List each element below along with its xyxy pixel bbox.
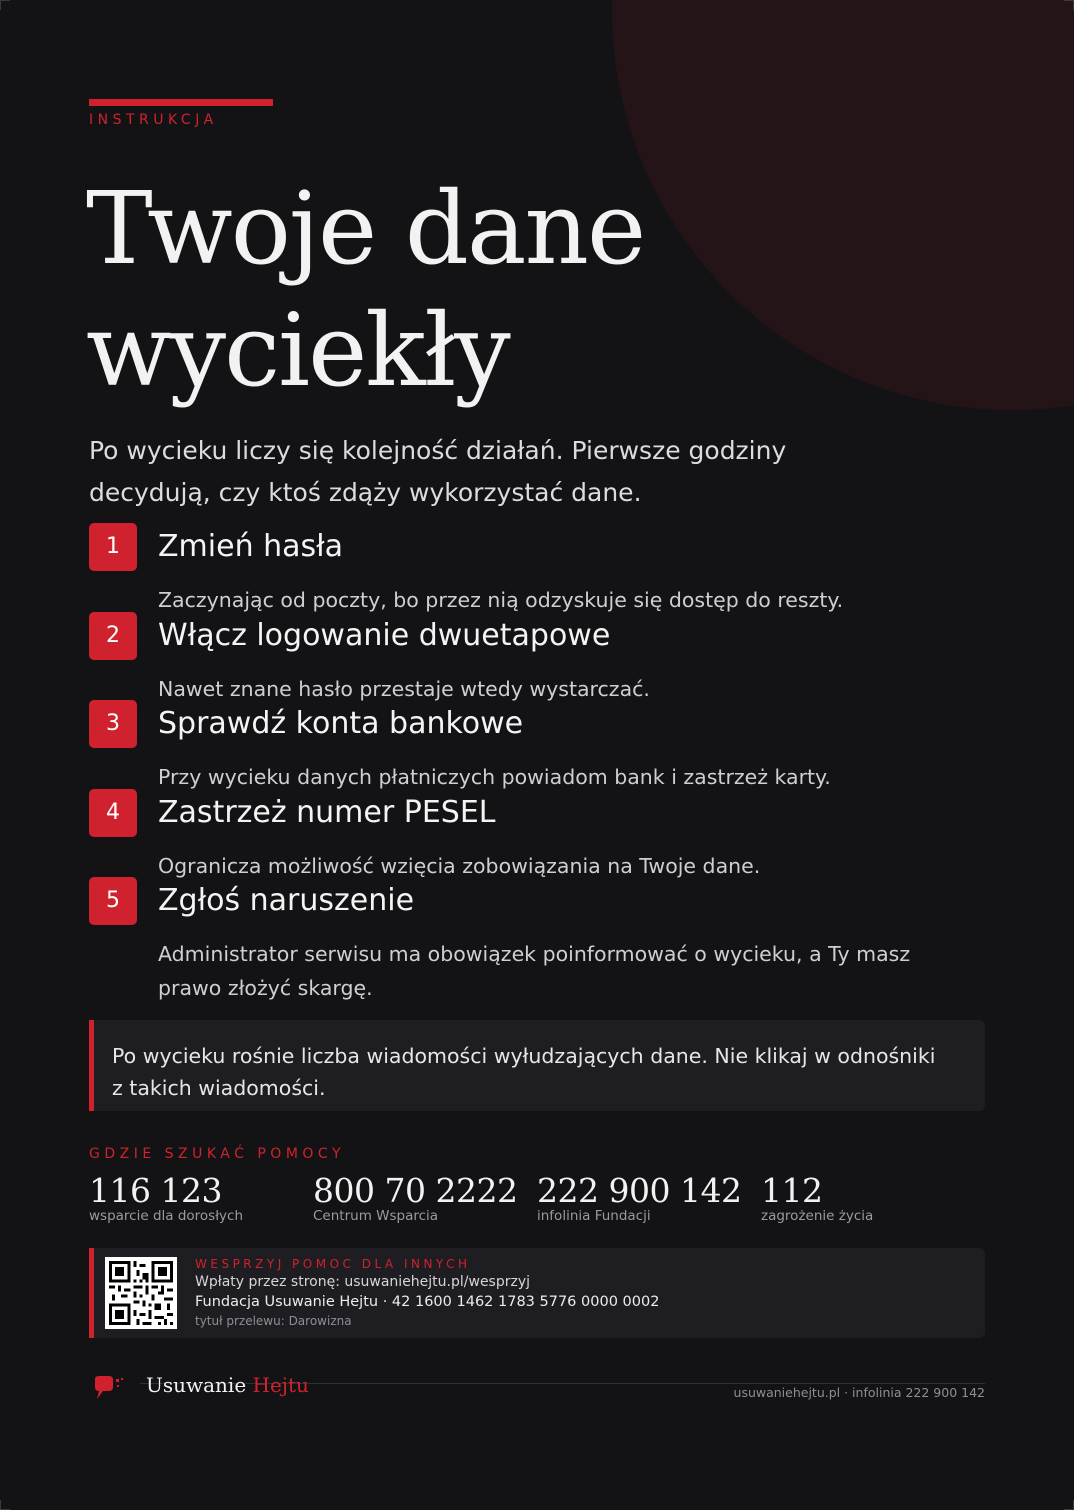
step-number-badge: 5	[89, 877, 137, 925]
title-line-1: Twoje dane	[86, 170, 645, 287]
decorative-circle	[612, 0, 1074, 410]
step-description: Nawet znane hasło przestaje wtedy wystarczać.	[158, 677, 650, 701]
step-description: Zaczynając od poczty, bo przez nią odzyskuje się dostęp do reszty.	[158, 588, 844, 612]
qr-code-icon[interactable]	[105, 1257, 177, 1329]
page-title	[86, 168, 644, 412]
footer-contact: usuwaniehejtu.pl · infolinia 222 900 142	[733, 1385, 985, 1400]
step-title: Zmień hasła	[158, 529, 344, 564]
step-description: Przy wycieku danych płatniczych powiadom bank i zastrzeż karty.	[158, 765, 831, 789]
phone-entry	[89, 1170, 309, 1224]
phone-caption: Centrum Wsparcia	[313, 1208, 439, 1224]
phone-entry	[537, 1170, 757, 1224]
brand-logo	[146, 1373, 309, 1397]
phone-caption: zagrożenie życia	[761, 1208, 874, 1224]
phone-caption: infolinia Fundacji	[537, 1208, 651, 1224]
step-number-badge: 1	[89, 523, 137, 571]
support-label: WESPRZYJ POMOC DLA INNYCH	[195, 1257, 471, 1271]
warning-text: Po wycieku rośnie liczba wiadomości wyłudzających dane. Nie klikaj w odnośniki z takich wiadomości.	[112, 1044, 936, 1100]
step-description: Ogranicza możliwość wzięcia zobowiązania na Twoje dane.	[158, 854, 761, 878]
step-number-badge: 2	[89, 612, 137, 660]
phone-entry	[313, 1170, 533, 1224]
crop-mark	[1064, 0, 1074, 10]
crop-mark	[0, 0, 10, 10]
phone-number: 222 900 142	[537, 1171, 742, 1210]
eyebrow-bar	[89, 99, 273, 106]
step-title: Zgłoś naruszenie	[158, 883, 415, 918]
phone-caption: wsparcie dla dorosłych	[89, 1208, 244, 1224]
brand-word-1: Usuwanie	[146, 1373, 247, 1397]
lead-paragraph: Po wycieku liczy się kolejność działań. Pierwsze godziny decydują, czy ktoś zdąży wykorzystać dane.	[89, 436, 787, 507]
step-number-badge: 4	[89, 789, 137, 837]
step-title: Sprawdź konta bankowe	[158, 706, 524, 741]
support-panel	[89, 1248, 985, 1338]
eyebrow-label: INSTRUKCJA	[89, 112, 218, 128]
crop-mark	[0, 1500, 10, 1510]
phone-entry	[761, 1170, 981, 1224]
brand-word-2: Hejtu	[252, 1373, 309, 1397]
support-transfer-title-line: tytuł przelewu: Darowizna	[195, 1314, 352, 1328]
phone-number: 112	[761, 1171, 823, 1210]
phone-number: 116 123	[89, 1171, 222, 1210]
crop-mark	[1064, 1500, 1074, 1510]
title-line-2: wyciekły	[86, 292, 509, 409]
step-title: Zastrzeż numer PESEL	[158, 795, 496, 830]
warning-callout	[89, 1020, 985, 1111]
help-section-label: GDZIE SZUKAĆ POMOCY	[89, 1146, 346, 1162]
support-website-line: Wpłaty przez stronę: usuwaniehejtu.pl/wesprzyj	[195, 1274, 531, 1290]
step-number-badge: 3	[89, 700, 137, 748]
support-bank-account-line: Fundacja Usuwanie Hejtu · 42 1600 1462 1783 5776 0000 0002	[195, 1294, 660, 1310]
step-title: Włącz logowanie dwuetapowe	[158, 618, 611, 653]
phone-number: 800 70 2222	[313, 1171, 518, 1210]
step-description: Administrator serwisu ma obowiązek poinformować o wycieku, a Ty masz prawo złożyć skargę.	[158, 942, 911, 1000]
speech-bubble-logo-icon	[92, 1375, 126, 1403]
